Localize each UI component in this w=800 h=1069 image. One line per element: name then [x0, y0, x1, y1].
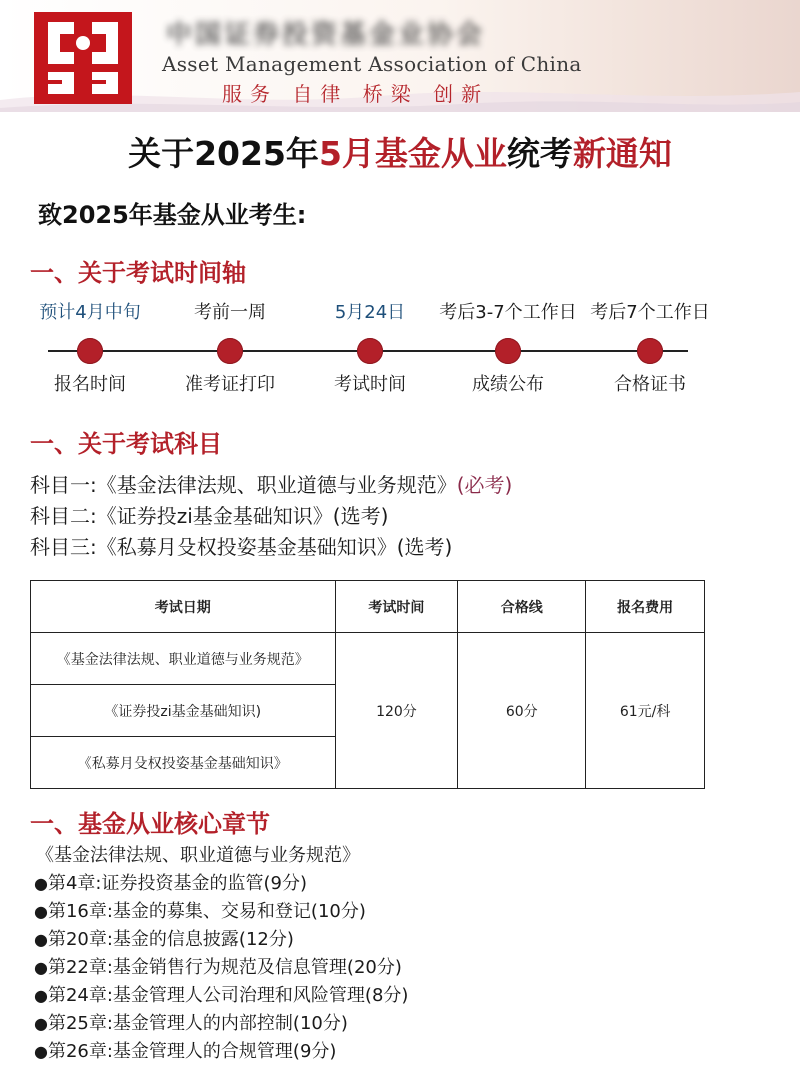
bullet-icon: ● [34, 874, 48, 893]
subject-list [30, 470, 512, 563]
chapter-book-title: 《基金法律法规、职业道德与业务规范》 [36, 845, 360, 866]
title-part-4: 新通知 [572, 134, 672, 173]
subject-label: 科目二:《证券投zi基金基础知识》 [30, 504, 333, 528]
bullet-icon: ● [34, 930, 48, 949]
table-row [31, 633, 705, 685]
list-item [34, 1010, 408, 1038]
timeline-dot [217, 338, 243, 364]
timeline-date: 预计4月中旬 [39, 302, 141, 323]
timeline-dot [495, 338, 521, 364]
table-header-cell: 考试时间 [335, 581, 458, 633]
chapter-list [30, 842, 408, 1066]
subject-tag: (必考) [456, 473, 513, 497]
title-part-1: 关于2025年 [128, 134, 319, 173]
subject-item [30, 532, 512, 563]
title-part-2: 5月基金从业 [318, 134, 507, 173]
chapter-text: 第16章:基金的募集、交易和登记(10分) [47, 901, 366, 922]
chapter-text: 第4章:证券投资基金的监管(9分) [47, 873, 307, 894]
table-cell-subject: 《证券投zi基金基础知识) [31, 685, 336, 737]
subject-tag: (选考) [332, 504, 389, 528]
chapter-text: 第24章:基金管理人公司治理和风险管理(8分) [47, 985, 409, 1006]
timeline-date: 考后7个工作日 [590, 302, 710, 323]
bullet-icon: ● [34, 986, 48, 1005]
table-cell-subject: 《基金法律法规、职业道德与业务规范》 [31, 633, 336, 685]
list-item [34, 926, 408, 954]
org-name-chinese: 中国证券投资基金业协会 [166, 20, 486, 50]
exam-info-table [30, 580, 705, 789]
header-banner [0, 0, 800, 112]
timeline-event: 报名时间 [54, 374, 126, 395]
timeline-event: 合格证书 [614, 374, 686, 395]
timeline-event: 成绩公布 [472, 374, 544, 395]
table-cell-pass-line: 60分 [458, 633, 586, 789]
list-item [34, 954, 408, 982]
table-header-cell: 合格线 [458, 581, 586, 633]
org-slogan: 服务 自律 桥梁 创新 [222, 82, 490, 106]
table-header-cell: 考试日期 [31, 581, 336, 633]
timeline-dot [357, 338, 383, 364]
subject-label: 科目一:《基金法律法规、职业道德与业务规范》 [30, 473, 457, 497]
subject-item [30, 501, 512, 532]
section-title-chapters: 一、基金从业核心章节 [30, 810, 270, 838]
bullet-icon: ● [34, 1014, 48, 1033]
title-part-3: 统考 [506, 134, 573, 173]
section-title-subjects: 一、关于考试科目 [30, 430, 222, 458]
bullet-icon: ● [34, 1042, 48, 1061]
table-header-row [31, 581, 705, 633]
list-item [34, 870, 408, 898]
list-item [34, 1038, 408, 1066]
subject-tag: (选考) [396, 535, 453, 559]
exam-timeline [0, 300, 800, 400]
subject-item [30, 470, 512, 501]
org-name-english: Asset Management Association of China [162, 52, 582, 76]
timeline-dot [77, 338, 103, 364]
page-title [0, 128, 800, 175]
bullet-icon: ● [34, 902, 48, 921]
table-header-cell: 报名费用 [586, 581, 705, 633]
greeting: 致2025年基金从业考生: [38, 201, 307, 229]
chapter-text: 第22章:基金销售行为规范及信息管理(20分) [47, 957, 402, 978]
chapter-text: 第25章:基金管理人的内部控制(10分) [47, 1013, 348, 1034]
table-cell-subject: 《私募月殳权投姿基金基础知识》 [31, 737, 336, 789]
timeline-event: 考试时间 [334, 374, 406, 395]
timeline-item-certificate [560, 300, 740, 396]
section-title-timeline: 一、关于考试时间轴 [30, 259, 246, 287]
list-item [34, 982, 408, 1010]
bullet-icon: ● [34, 958, 48, 977]
amac-logo-icon [34, 12, 132, 104]
timeline-event: 准考证打印 [185, 374, 275, 395]
table-cell-duration: 120分 [335, 633, 458, 789]
list-item [34, 898, 408, 926]
chapter-text: 第26章:基金管理人的合规管理(9分) [47, 1041, 337, 1062]
timeline-date: 5月24日 [334, 302, 406, 323]
timeline-dot [637, 338, 663, 364]
subject-label: 科目三:《私募月殳权投姿基金基础知识》 [30, 535, 397, 559]
table-cell-fee: 61元/科 [586, 633, 705, 789]
timeline-date: 考前一周 [194, 302, 266, 323]
chapter-text: 第20章:基金的信息披露(12分) [47, 929, 294, 950]
timeline-date: 考后3-7个工作日 [439, 302, 577, 323]
